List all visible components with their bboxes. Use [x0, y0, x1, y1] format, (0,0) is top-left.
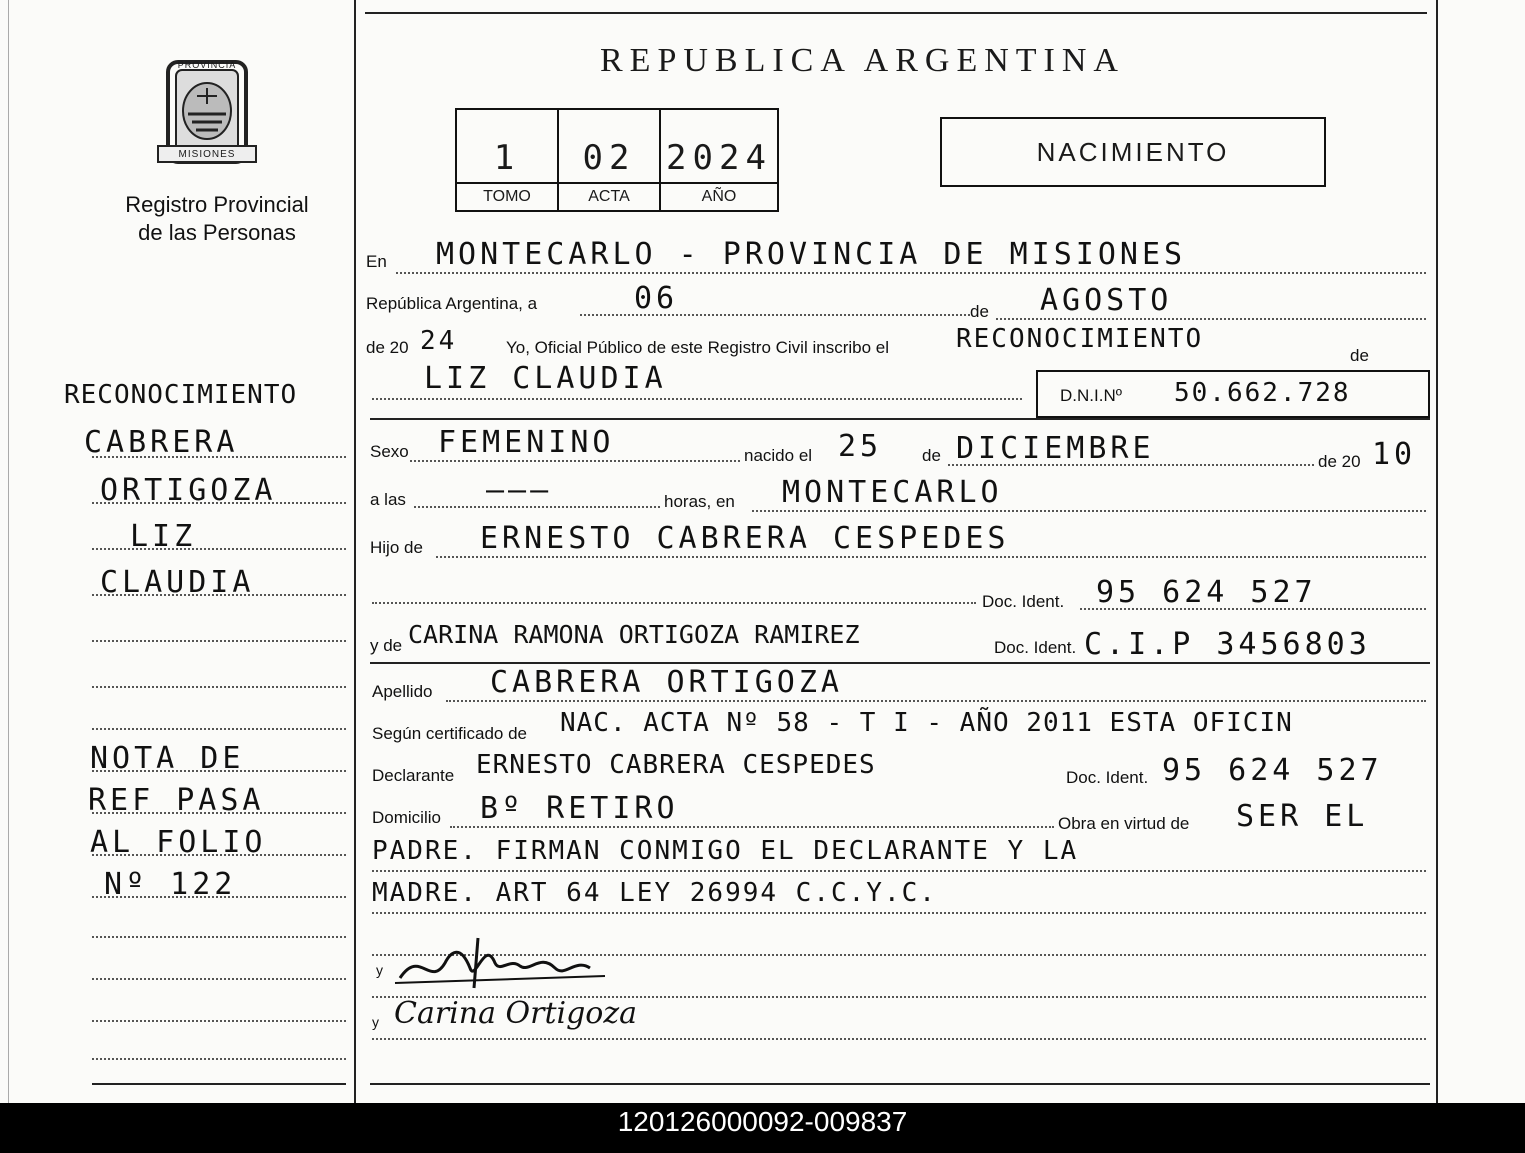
margin-note: CLAUDIA — [100, 565, 255, 600]
margin-line — [92, 686, 346, 688]
signature-madre: Carina Ortigoza — [394, 996, 638, 1031]
anio-value: 2024 — [666, 138, 772, 178]
republica-label: República Argentina, a — [366, 294, 538, 313]
signature-prefix-2: y — [372, 1014, 379, 1030]
doc-ident-label: Doc. Ident. — [982, 592, 1065, 611]
margin-note: NOTA DE — [90, 741, 245, 776]
inscribo-value: RECONOCIMIENTO — [956, 324, 1204, 354]
month-value: AGOSTO — [1040, 283, 1173, 318]
domicilio-value: Bº RETIRO — [480, 791, 679, 826]
father-doc-value: 95 624 527 — [1096, 575, 1317, 610]
name-line — [372, 398, 1022, 400]
domicilio-label: Domicilio — [372, 808, 441, 827]
margin-note: RECONOCIMIENTO — [64, 380, 298, 410]
oficial-label: Yo, Oficial Público de este Registro Civil inscribo el — [506, 338, 889, 357]
day-value: 06 — [634, 281, 679, 316]
acta-cell — [559, 110, 661, 210]
margin-note: REF PASA — [88, 783, 265, 818]
name-value: LIZ CLAUDIA — [424, 361, 667, 396]
country-title: REPUBLICA ARGENTINA — [600, 42, 1125, 79]
margin-line — [92, 936, 346, 938]
segun-label: Según certificado de — [372, 724, 527, 743]
anio-label: AÑO — [661, 182, 777, 210]
left-page-edge — [8, 0, 9, 1103]
year-prefix-label: de 20 — [366, 338, 409, 357]
margin-note: LIZ — [130, 519, 197, 554]
provincial-seal — [152, 56, 262, 171]
margin-note: CABRERA — [84, 425, 239, 460]
bottom-rule — [370, 1083, 1430, 1085]
top-rule — [365, 12, 1427, 14]
seal-bottom-text: MISIONES — [178, 149, 236, 160]
obra-value: SER EL — [1236, 799, 1369, 834]
signature-declarante-icon — [390, 928, 620, 998]
de-suffix-label: de — [1350, 346, 1369, 365]
place-line — [752, 510, 1426, 512]
hijo-label: Hijo de — [370, 538, 423, 557]
apellido-line — [446, 700, 1426, 702]
place-value: MONTECARLO — [782, 475, 1003, 510]
continuation-line — [372, 870, 1426, 872]
en-line — [396, 272, 1426, 274]
continuation-line — [372, 912, 1426, 914]
tomo-value: 1 — [493, 138, 521, 178]
month-line — [996, 318, 1426, 320]
declarante-label: Declarante — [372, 766, 455, 785]
acta-value: 02 — [582, 138, 636, 178]
margin-line — [92, 1058, 346, 1060]
father-value: ERNESTO CABRERA CESPEDES — [480, 521, 1010, 556]
en-value: MONTECARLO - PROVINCIA DE MISIONES — [436, 237, 1187, 272]
dni-value: 50.662.728 — [1174, 378, 1351, 408]
dni-label: D.N.I.Nº — [1060, 386, 1122, 405]
margin-line — [92, 978, 346, 980]
sexo-value: FEMENINO — [438, 425, 615, 460]
anio-cell — [661, 110, 777, 210]
tomo-label: TOMO — [457, 182, 557, 210]
section-rule — [370, 662, 1430, 664]
birth-year-value: 10 — [1372, 437, 1417, 472]
a-las-label: a las — [370, 490, 406, 509]
margin-note: Nº 122 — [104, 867, 237, 902]
y-de-label: y de — [370, 636, 403, 655]
declarante-doc-value: 95 624 527 — [1162, 753, 1383, 788]
de-label: de — [970, 302, 989, 321]
apellido-value: CABRERA ORTIGOZA — [490, 665, 843, 700]
signature-prefix-1: y — [376, 962, 383, 978]
apellido-label: Apellido — [372, 682, 433, 701]
sexo-line — [410, 460, 740, 462]
right-border — [1436, 0, 1438, 1103]
declarante-doc-label: Doc. Ident. — [1066, 768, 1149, 787]
blank-line — [372, 1038, 1426, 1040]
record-type-box: NACIMIENTO — [940, 117, 1326, 187]
sexo-label: Sexo — [370, 442, 409, 461]
margin-line — [92, 1020, 346, 1022]
obra-label: Obra en virtud de — [1058, 814, 1190, 833]
nacido-label: nacido el — [744, 446, 813, 465]
tomo-acta-ano-box — [455, 108, 779, 212]
mother-doc-label: Doc. Ident. — [994, 638, 1077, 657]
margin-note: AL FOLIO — [90, 825, 267, 860]
continuation-1: PADRE. FIRMAN CONMIGO EL DECLARANTE Y LA — [372, 836, 1079, 866]
en-label: En — [366, 252, 387, 271]
mother-value: CARINA RAMONA ORTIGOZA RAMIREZ — [408, 620, 860, 649]
birth-de-label: de — [922, 446, 941, 465]
segun-value: NAC. ACTA Nº 58 - T I - AÑO 2011 ESTA OFICIN — [560, 708, 1293, 738]
left-bottom-rule — [92, 1083, 346, 1085]
seal-top-text: PROVINCIA — [177, 60, 237, 70]
birth-month-value: DICIEMBRE — [956, 431, 1155, 466]
horas-value: ——— — [486, 473, 553, 508]
section-rule — [370, 418, 1430, 420]
birth-year-prefix-label: de 20 — [1318, 452, 1361, 471]
father-line — [436, 556, 1426, 558]
column-divider — [354, 0, 356, 1103]
year-suffix-value: 24 — [420, 326, 458, 356]
continuation-2: MADRE. ART 64 LEY 26994 C.C.Y.C. — [372, 878, 937, 908]
registry-name-line2: de las Personas — [138, 220, 296, 245]
declarante-value: ERNESTO CABRERA CESPEDES — [476, 750, 876, 780]
margin-line — [92, 640, 346, 642]
acta-label: ACTA — [559, 182, 659, 210]
margin-line — [92, 728, 346, 730]
mother-doc-value: C.I.P 3456803 — [1084, 627, 1371, 662]
domicilio-line — [450, 826, 1054, 828]
horas-label: horas, en — [664, 492, 735, 511]
blank-line — [372, 602, 976, 604]
document-number: 120126000092-009837 — [617, 1106, 908, 1137]
signature-declarante — [390, 928, 620, 998]
birth-day-value: 25 — [838, 429, 883, 464]
margin-note: ORTIGOZA — [100, 473, 277, 508]
tomo-cell — [457, 110, 559, 210]
registry-name-line1: Registro Provincial — [125, 192, 309, 217]
